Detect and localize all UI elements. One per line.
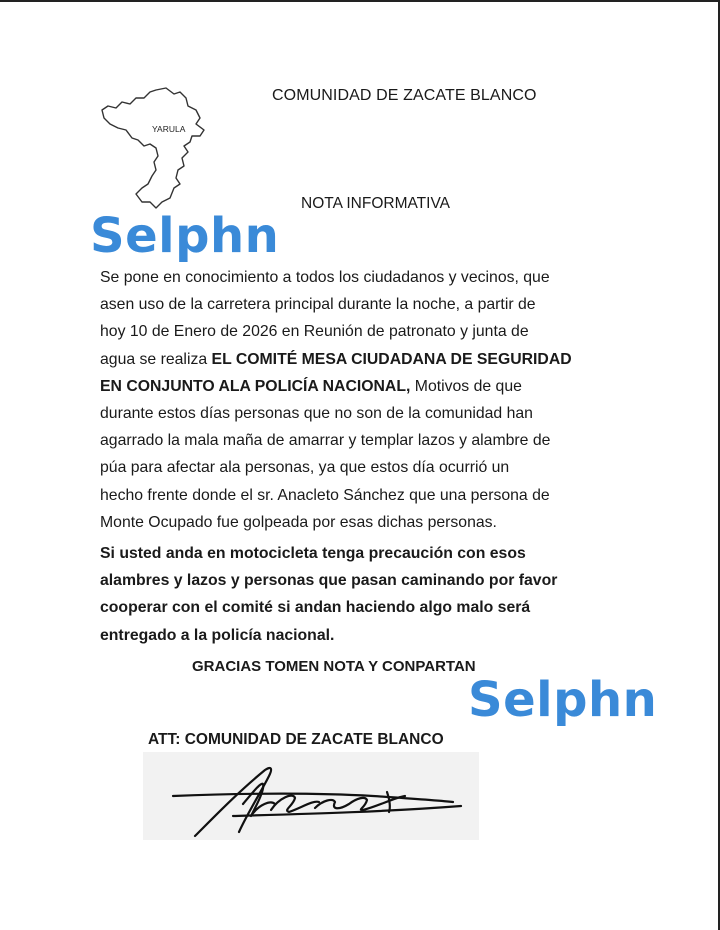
watermark: Selphn <box>468 672 658 728</box>
attribution: ATT: COMUNIDAD DE ZACATE BLANCO <box>148 731 444 748</box>
police-name: EN CONJUNTO ALA POLICÍA NACIONAL, <box>100 377 411 395</box>
warning-line: entregado a la policía nacional. <box>100 626 335 644</box>
signature-area <box>143 752 479 840</box>
body-line: hecho frente donde el sr. Anacleto Sánchez que una persona de <box>100 486 550 504</box>
watermark: Selphn <box>90 208 280 264</box>
warning-line: alambres y lazos y personas que pasan caminando por favor <box>100 572 558 590</box>
warning-line: cooperar con el comité si andan haciendo algo malo será <box>100 599 531 617</box>
body-line: agarrado la mala maña de amarrar y templar lazos y alambre de <box>100 432 551 450</box>
body-line: Monte Ocupado fue golpeada por esas dichas personas. <box>100 513 497 531</box>
note-title: NOTA INFORMATIVA <box>301 195 450 212</box>
warning-line: Si usted anda en motocicleta tenga precaución con esos <box>100 545 526 562</box>
body-text-segment: agua se realiza <box>100 350 212 368</box>
body-line: durante estos días personas que no son de la comunidad han <box>100 405 533 423</box>
closing-thanks: GRACIAS TOMEN NOTA Y CONPARTAN <box>192 658 476 675</box>
body-text-segment: Motivos de que <box>410 377 522 395</box>
committee-name: EL COMITÉ MESA CIUDADANA DE SEGURIDAD <box>211 350 572 368</box>
signature-image <box>143 752 479 840</box>
body-line <box>100 373 652 400</box>
body-line: Se pone en conocimiento a todos los ciudadanos y vecinos, que <box>100 269 550 286</box>
warning-paragraph <box>100 540 652 649</box>
body-line <box>100 346 652 373</box>
body-line: hoy 10 de Enero de 2026 en Reunión de patronato y junta de <box>100 323 529 341</box>
community-title: COMUNIDAD DE ZACATE BLANCO <box>272 87 537 104</box>
body-line: púa para afectar ala personas, ya que estos día ocurrió un <box>100 459 510 477</box>
announcement-body <box>100 264 652 536</box>
body-line: asen uso de la carretera principal durante la noche, a partir de <box>100 296 536 314</box>
map-label: YARULA <box>152 124 186 134</box>
